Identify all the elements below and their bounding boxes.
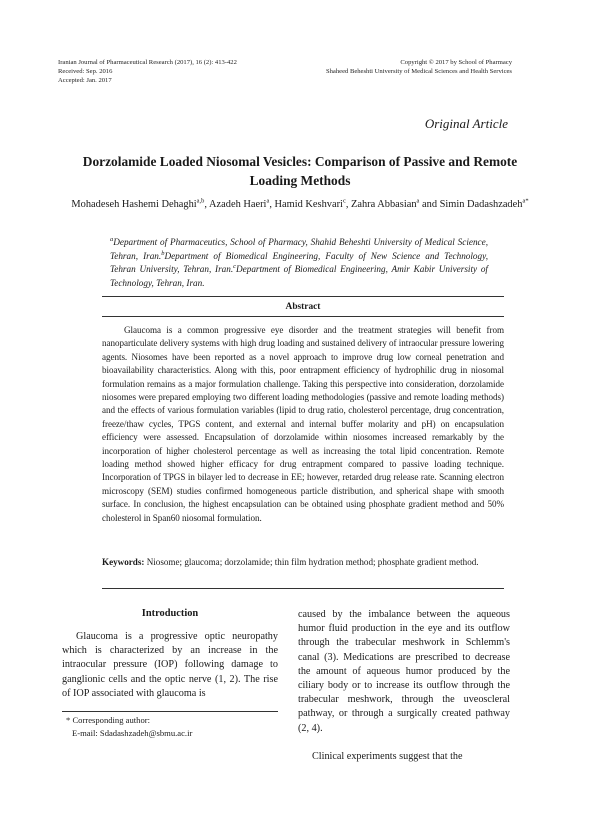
author-affil-mark: c [342,197,346,205]
author-list [62,198,538,212]
introduction-right-column: caused by the imbalance between the aqueous humor fluid production in the eye and its outflow through the trabecular meshwork in Schlemm's canal (3). Medications are prescribed to decrease the amount of aqueous humor produced by the ciliary body or to increase its outflow through the trabecular meshwork, through the uveoscleral pathway, or through a surgically created pathway (2, 4). [298,609,510,734]
affiliation-text: Department of Biomedical Engineering, Amir Kabir University of Technology, Tehran, Iran. [110,264,488,288]
footnote [66,714,282,740]
abstract-heading: Abstract [285,302,321,312]
article-type: Original Article [424,116,508,131]
journal-citation: Iranian Journal of Pharmaceutical Research (2017), 16 (2): 413-422 [58,59,237,66]
author-affil-mark: a [522,197,526,205]
affil-mark: b [161,249,165,257]
affiliations [110,236,488,290]
accepted-date: Accepted: Jan. 2017 [58,77,112,84]
keywords-label: Keywords: [102,557,145,567]
affil-mark: a [110,235,114,243]
corresponding-author-label: * Corresponding author: [66,715,151,725]
affiliation-text: Department of Biomedical Engineering, Faculty of New Science and Technology, Tehran University, Tehran, Iran. [110,250,488,275]
author-affil-mark: a [266,197,270,205]
copyright-line: Copyright © 2017 by School of Pharmacy [400,59,512,66]
footnote-rule [62,711,278,712]
abstract-text: Glaucoma is a common progressive eye disorder and the treatment strategies will benefit from nanoparticulate delivery systems with high drug loading and sustained delivery of intraocular pressure lowering agents. Niosomes have been reported as a novel approach to improve drug low corneal penetration and bioavailability characteristics. Along with this, poor entrapment efficiency of hydrophilic drug in niosomal formulation remains as a major formulation challenge. Taking this perspective into consideration, dorzolamide niosomes were prepared employing two different loading methodologies (passive and remote loading methods) and the effects of various formulation variables (lipid to drug ratio, cholesterol percentage, drug concentration, freeze/thaw cycles, TPGS content, and external and internal buffer molarity and pH) on encapsulation efficiency were assessed. Encapsulation of dorzolamide within niosomes increased remarkably by the incorporation of higher cholesterol percentage as well as increasing the total lipid concentration. Remote loading method showed higher efficacy for drug entrapment compared to passive loading technique. Incorporation of TPGS in bilayer led to decrease in EE; however, retarded drug release rate. Scanning electron microscopy (SEM) studies confirmed homogeneous particle distribution, and spherical shape with smooth surface. In conclusion, the highest encapsulation can be obtained using phosphate gradient method and 50% cholesterol in Span60 niosomal formulation. [102,325,504,523]
publisher-line: Shaheed Beheshti University of Medical Sciences and Health Services [325,68,512,75]
corresponding-email: E-mail: Sdadashzadeh@sbmu.ac.ir [72,728,193,738]
corresponding-mark: * [525,197,529,205]
introduction-right-paragraph: Clinical experiments suggest that the [312,751,463,762]
abstract-top-rule [102,296,504,297]
copyright-header [212,58,512,76]
abstract-heading-rule [102,316,504,317]
author-name: , Azadeh Haeri [204,199,267,210]
author-name: Mohadeseh Hashemi Dehaghi [71,199,197,210]
author-name: , Zahra Abbasian [345,199,417,210]
received-date: Received: Sep. 2016 [58,68,113,75]
author-name: , Hamid Keshvari [269,199,343,210]
author-name: and Simin Dadashzadeh [419,199,523,210]
introduction-left-column: Glaucoma is a progressive optic neuropathy which is characterized by an increase in the intraocular pressure (IOP) following damage to ganglionic cells and the optic nerve (1, 2). The rise of IOP associated with glaucoma is [62,631,278,699]
introduction-heading: Introduction [141,608,199,619]
author-affil-mark: a [416,197,420,205]
keywords-text: Niosome; glaucoma; dorzolamide; thin film hydration method; phosphate gradient method. [144,557,479,567]
author-affil-mark: a,b [196,197,205,205]
affil-mark: c [233,263,237,271]
affiliation-text: Department of Pharmaceutics, School of Pharmacy, Shahid Beheshti University of Medical Science, Tehran, Iran. [110,237,488,261]
abstract-bottom-rule [102,588,504,589]
keywords [102,556,504,569]
paper-title: Dorzolamide Loaded Niosomal Vesicles: Comparison of Passive and Remote Loading Methods [82,154,518,188]
